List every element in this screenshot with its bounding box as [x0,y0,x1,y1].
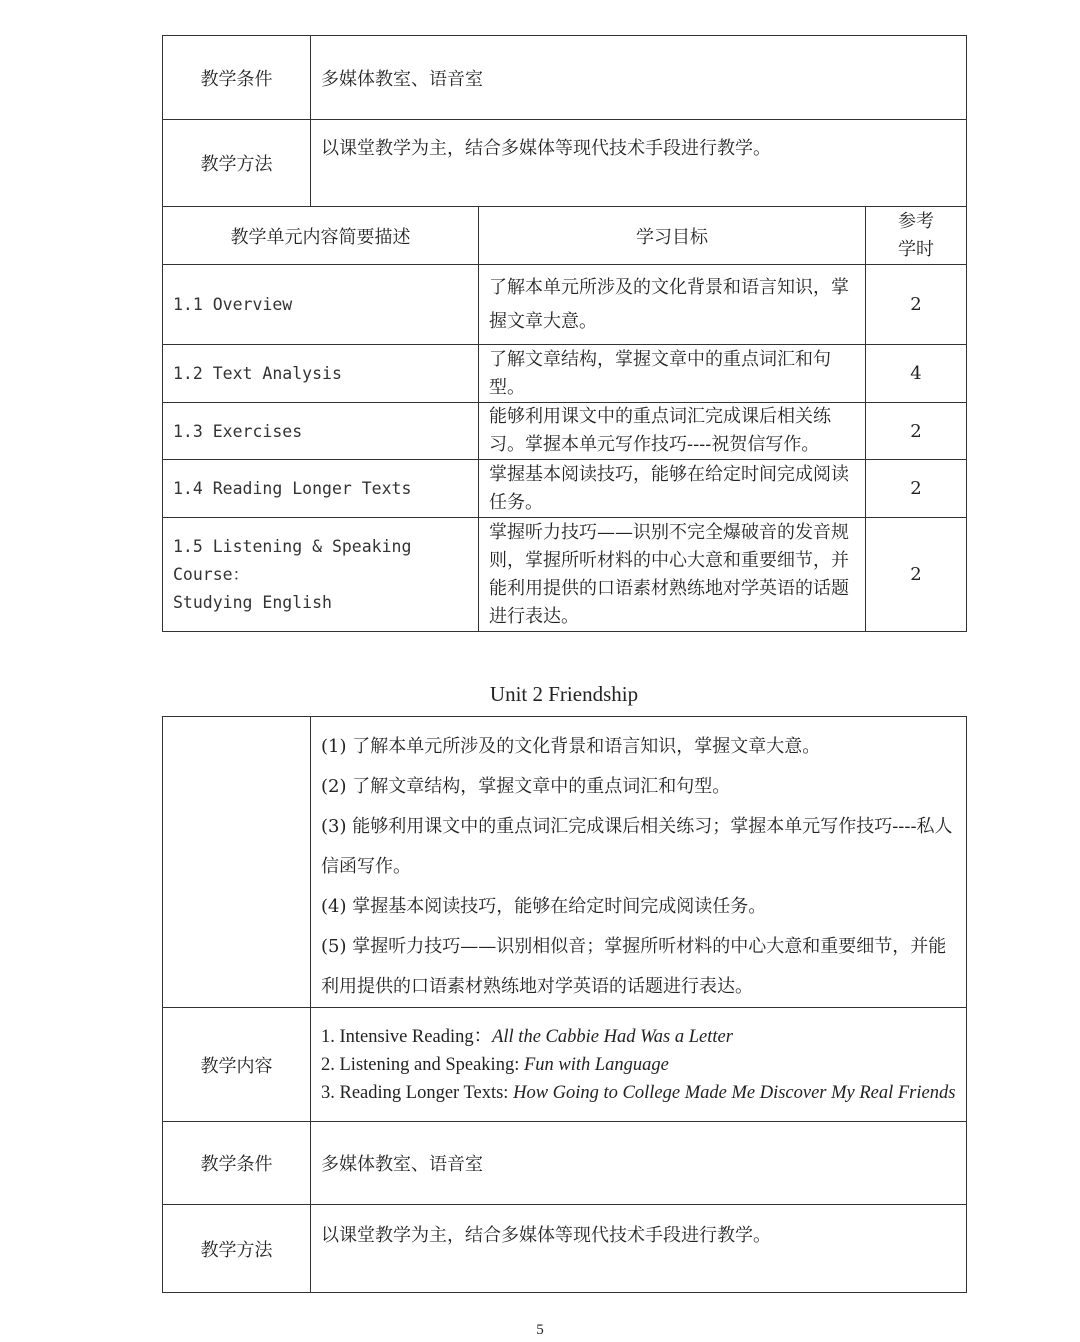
table-row [163,518,967,632]
row-content [163,518,479,632]
unit2-title: Unit 2 Friendship [489,682,639,706]
unit2-conditions-label: 教学条件 [163,1122,311,1205]
row-content: 1.1 Overview [163,265,479,345]
row-content-line1: 1.5 Listening & Speaking Course： [173,536,412,584]
unit1-schedule-table [162,206,967,632]
row-objective: 了解文章结构，掌握文章中的重点词汇和句型。 [479,345,866,403]
unit1-conditions-value: 多媒体教室、语音室 [311,36,967,120]
unit2-method-label: 教学方法 [163,1205,311,1293]
header-objectives: 学习目标 [479,207,866,265]
unit1-conditions-label: 教学条件 [163,36,311,120]
row-content-line2: Studying English [173,592,332,612]
content-item-title: How Going to College Made Me Discover My Real Friends [513,1082,956,1103]
unit2-content-label: 教学内容 [163,1008,311,1122]
goal-item: (2) 了解文章结构，掌握文章中的重点词汇和句型。 [321,776,731,797]
page-number: 5 [536,1322,544,1338]
content-item [321,1051,956,1079]
unit2-table [162,716,967,1293]
row-content: 1.2 Text Analysis [163,345,479,403]
content-item-prefix: 1. Intensive Reading： [321,1026,493,1047]
goal-item: (3) 能够利用课文中的重点词汇完成课后相关练习；掌握本单元写作技巧----私人信函写作。 [321,816,953,877]
row-content: 1.4 Reading Longer Texts [163,460,479,518]
content-item-prefix: 3. Reading Longer Texts: [321,1082,514,1103]
unit1-info-table [162,35,967,207]
goal-item: (1) 了解本单元所涉及的文化背景和语言知识，掌握文章大意。 [321,736,821,757]
unit2-method-value: 以课堂教学为主，结合多媒体等现代技术手段进行教学。 [311,1205,967,1293]
unit2-conditions-value: 多媒体教室、语音室 [311,1122,967,1205]
content-item [321,1023,956,1051]
unit2-goals-label [163,717,311,1008]
header-hours-line1: 参考 [898,210,934,232]
row-objective: 了解本单元所涉及的文化背景和语言知识，掌握文章大意。 [479,265,866,345]
content-item [321,1079,956,1107]
row-hours: 2 [866,265,967,345]
header-hours [866,207,967,265]
row-hours: 2 [866,403,967,460]
unit1-method-value: 以课堂教学为主，结合多媒体等现代技术手段进行教学。 [311,120,967,207]
table-row [163,460,967,518]
unit2-goals [311,717,967,1008]
row-hours: 2 [866,460,967,518]
row-objective: 能够利用课文中的重点词汇完成课后相关练习。掌握本单元写作技巧----祝贺信写作。 [479,403,866,460]
content-item-title: Fun with Language [523,1054,669,1075]
table-row [163,345,967,403]
table-row [163,265,967,345]
row-hours: 4 [866,345,967,403]
content-item-prefix: 2. Listening and Speaking: [321,1054,524,1075]
header-hours-line2: 学时 [898,238,934,260]
goal-item: (4) 掌握基本阅读技巧，能够在给定时间完成阅读任务。 [321,896,767,917]
row-objective: 掌握基本阅读技巧，能够在给定时间完成阅读任务。 [479,460,866,518]
unit1-method-label: 教学方法 [163,120,311,207]
unit2-content-list [311,1008,967,1122]
header-content: 教学单元内容简要描述 [163,207,479,265]
row-hours: 2 [866,518,967,632]
goal-item: (5) 掌握听力技巧——识别相似音；掌握所听材料的中心大意和重要细节，并能利用提供的口语素材熟练地对学英语的话题进行表达。 [321,936,947,997]
table-row [163,403,967,460]
content-item-title: All the Cabbie Had Was a Letter [492,1026,733,1047]
row-content: 1.3 Exercises [163,403,479,460]
row-objective: 掌握听力技巧——识别不完全爆破音的发音规则，掌握所听材料的中心大意和重要细节，并能利用提供的口语素材熟练地对学英语的话题进行表达。 [479,518,866,632]
